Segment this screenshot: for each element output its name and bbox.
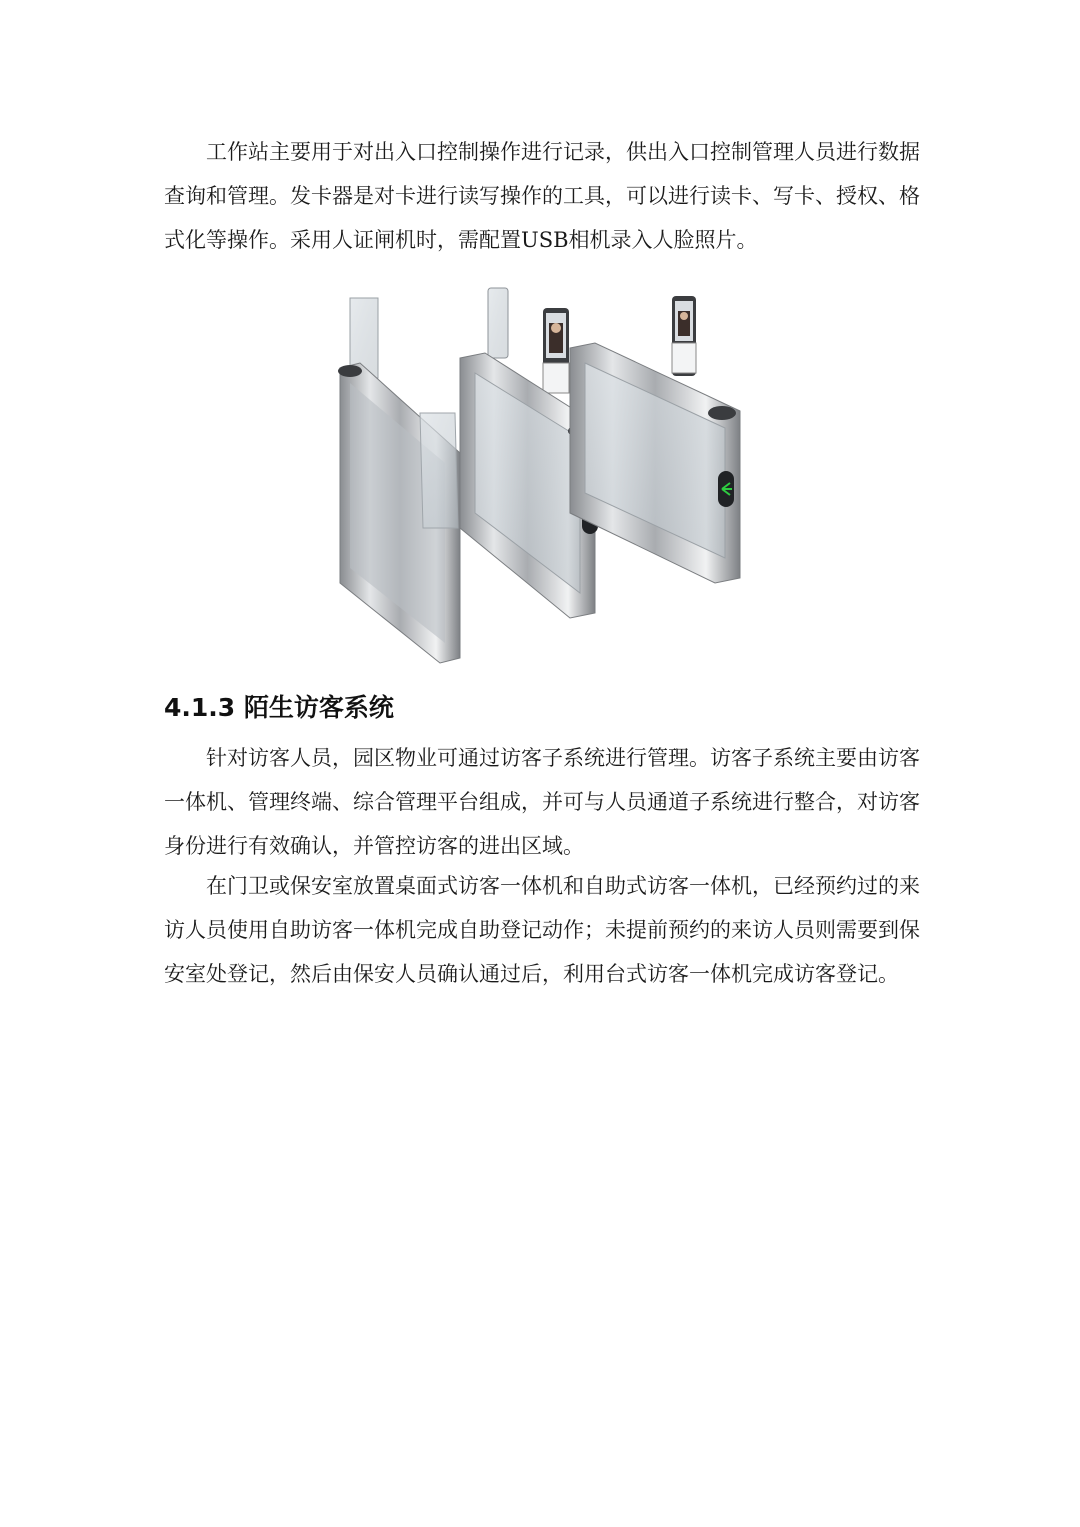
- body-paragraph-2: [164, 736, 920, 868]
- body-paragraph-3: [164, 864, 920, 996]
- paragraph-3-text: 在门卫或保安室放置桌面式访客一体机和自助式访客一体机，已经预约过的来访人员使用自助访客一体机完成自助登记动作；未提前预约的来访人员则需要到保安室处登记，然后由保安人员确认通过后，利用台式访客一体机完成访客登记。: [164, 874, 920, 986]
- paragraph-2-text: 针对访客人员，园区物业可通过访客子系统进行管理。访客子系统主要由访客一体机、管理终端、综合管理平台组成，并可与人员通道子系统进行整合，对访客身份进行有效确认，并管控访客的进出区域。: [164, 746, 920, 858]
- body-paragraph-1: [164, 130, 920, 262]
- section-heading: 4.1.3 陌生访客系统: [164, 693, 394, 722]
- paragraph-1-text: 工作站主要用于对出入口控制操作进行记录，供出入口控制管理人员进行数据查询和管理。发卡器是对卡进行读写操作的工具，可以进行读卡、写卡、授权、格式化等操作。采用人证闸机时，需配置USB相机录入人脸照片。: [164, 140, 920, 252]
- turnstile-gate-image: [320, 283, 760, 668]
- turnstile-gate-illustration: [320, 283, 760, 668]
- left-gate-cabinet: [338, 298, 460, 663]
